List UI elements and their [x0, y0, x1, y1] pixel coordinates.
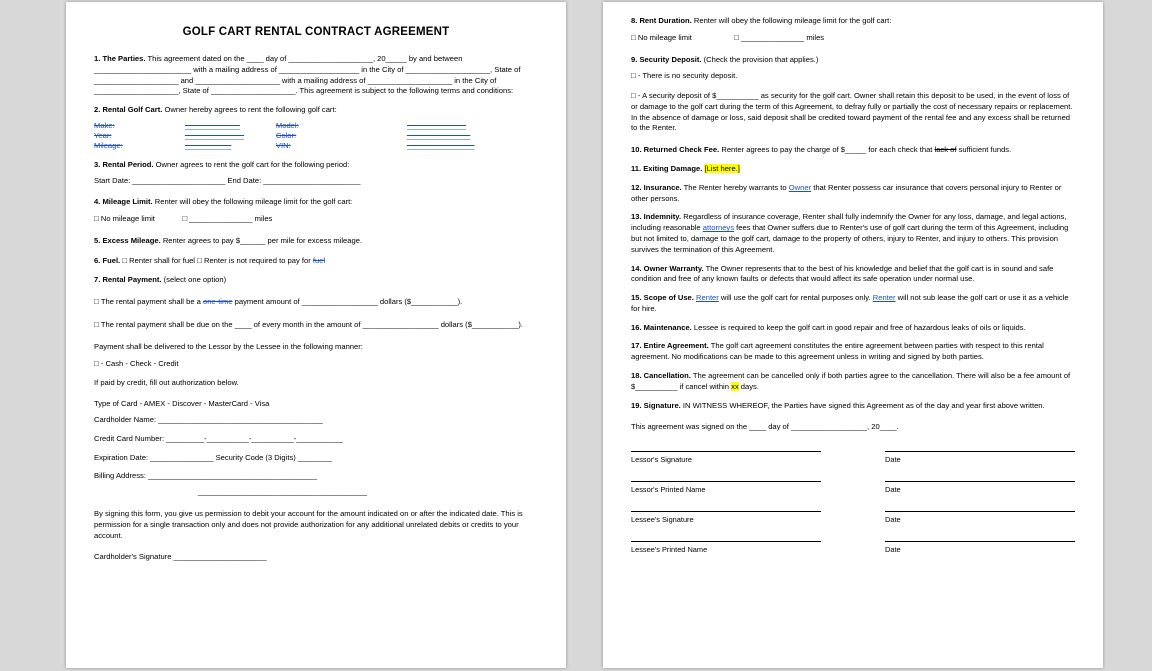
lessor-printed-name-line[interactable]	[631, 481, 821, 482]
lessor-printed-name-field[interactable]	[631, 481, 821, 494]
exiting-damage-placeholder[interactable]: [List here.]	[704, 164, 740, 174]
mileage-limit-options	[94, 213, 538, 225]
field-color-label: Color:	[275, 130, 297, 140]
section-returned-check-fee	[631, 145, 1075, 156]
checkbox-no-security-deposit[interactable]	[631, 71, 638, 80]
section-exiting-damage	[631, 164, 1075, 175]
payment-onetime-post: payment amount of __________________ dollars ($___________).	[232, 297, 463, 307]
lessor-signature-date-line[interactable]	[885, 451, 1075, 452]
lessee-signature-date-line[interactable]	[885, 511, 1075, 512]
checkbox-payment-onetime[interactable]	[94, 297, 101, 306]
section-parties-label: 1. The Parties.	[94, 54, 146, 63]
section-parties-text: This agreement dated on the ____ day of ____________________, 20_____ by and between _______________________ with a mailing address of ___________________ in the City of ____________________, State of ____________________ and ____________________ with a mailing address of ____________________ in the City of ____________________, State of ____________________. This agreement is subject to the following terms and conditions:	[94, 54, 521, 96]
section-excess-mileage	[94, 236, 538, 247]
lessor-signature-field[interactable]	[631, 451, 821, 464]
signature-row-lessor-printed	[631, 481, 1075, 494]
payment-methods	[94, 358, 538, 370]
field-year-line[interactable]: ______________	[184, 130, 245, 140]
payment-onetime-strike: one-time	[203, 297, 233, 307]
section-owner-warranty-label: 14. Owner Warranty.	[631, 263, 704, 273]
security-deposit-option2-label: - A security deposit of $__________ as security for the golf cart. Owner shall retain this deposit to be used, in the event of loss of or damage to the golf cart during the term of this Agreement, to defray fully or partially the cost of necessary repairs or replacement. In the absence of damage or loss, said deposit shall be credited toward payment of the rental fee and any excess shall be returned to the Renter.	[631, 91, 1073, 133]
section-rental-golf-cart-label: 2. Rental Golf Cart.	[94, 105, 163, 115]
maintenance-text: Lessee is required to keep the golf cart in good repair and free of hazardous leaks of oils or liquids.	[691, 322, 1026, 332]
cardholder-signature-field[interactable]: Cardholder's Signature ______________________	[94, 552, 267, 562]
field-row-year	[94, 131, 538, 140]
field-color-line[interactable]: _______________	[406, 130, 471, 140]
lessor-signature-date-label: Date	[885, 455, 901, 465]
billing-address-line2[interactable]: ________________________________________	[198, 487, 367, 497]
field-mileage-label: Mileage:	[94, 140, 123, 150]
payment-monthly-label: The rental payment shall be due on the ____ of every month in the amount of __________________ dollars ($___________).	[100, 320, 524, 330]
scope-of-use-word-2: Renter	[872, 293, 896, 303]
lessor-signature-line[interactable]	[631, 451, 821, 452]
section-mileage-limit-text: Renter will obey the following mileage limit for the golf cart:	[152, 197, 353, 207]
cancellation-text-a: The agreement can be cancelled only if both parties agree to the cancellation. There will also be a fee amount of $__________ if cancel within	[631, 370, 1071, 391]
section-rental-payment-label: 7. Rental Payment.	[94, 274, 162, 284]
payment-delivery-text: Payment shall be delivered to the Lessor by the Lessee in the following manner:	[94, 341, 363, 351]
field-vin-line[interactable]: ________________	[406, 140, 475, 150]
section-rent-duration-text: Renter will obey the following mileage limit for the golf cart:	[691, 16, 892, 25]
section-excess-mileage-text: Renter agrees to pay $______ per mile for excess mileage.	[160, 236, 363, 246]
section-scope-of-use-label: 15. Scope of Use.	[631, 293, 694, 303]
owner-warranty-text: The Owner represents that to the best of his knowledge and belief that the golf cart is in sound and safe condition and free of any known faults or defects that would affect its safe operation under normal use.	[631, 263, 1054, 284]
section-cancellation-label: 18. Cancellation.	[631, 370, 691, 380]
lessee-printed-name-field[interactable]	[631, 541, 821, 554]
section-rent-duration	[631, 16, 1075, 27]
indemnity-text-b: fees that Owner suffers due to Renter's use of golf cart during the term of this Agreement, including but not limited to, damage to the golf cart, damage to the property of others, injury to Renter, and injury to others. This provision survives the termination of this Agreement.	[631, 223, 1069, 254]
signed-on-line[interactable]: This agreement was signed on the ____ day of __________________, 20____.	[631, 422, 899, 432]
scope-of-use-word-1: Renter	[696, 293, 719, 303]
cancellation-text-b: days.	[738, 381, 759, 391]
returned-check-fee-text-b: sufficient funds.	[956, 145, 1012, 155]
checkbox-no-mileage-limit[interactable]	[94, 214, 101, 223]
section-security-deposit-label: 9. Security Deposit.	[631, 54, 702, 64]
lessor-signature-label: Lessor's Signature	[631, 455, 692, 465]
returned-check-fee-text-a: Renter agrees to pay the charge of $_____ for each check that	[719, 145, 935, 155]
section-rental-payment	[94, 275, 538, 286]
lessee-signature-date-field[interactable]	[885, 511, 1075, 524]
section-maintenance	[631, 323, 1075, 334]
section-insurance-label: 12. Insurance.	[631, 182, 682, 192]
field-year-label: Year:	[94, 130, 112, 140]
document-page-2	[603, 2, 1103, 668]
section-mileage-limit-label: 4. Mileage Limit.	[94, 197, 153, 207]
indemnity-text-a: Regardless of insurance coverage, Renter shall fully indemnify the Owner for any loss, damage, and legal actions, including reasonable	[631, 212, 1067, 233]
rental-payment-option-monthly	[94, 319, 538, 331]
mileage-limit-option2-label[interactable]: _______________ miles	[189, 214, 273, 224]
signature-row-lessee-printed	[631, 541, 1075, 554]
security-deposit-option1-label: - There is no security deposit.	[637, 71, 738, 81]
section-rental-golf-cart-text: Owner hereby agrees to rent the following golf cart:	[162, 105, 337, 115]
mileage-limit-option1-label: No mileage limit	[100, 214, 155, 224]
section-fuel	[94, 255, 538, 267]
section-rental-period	[94, 160, 538, 171]
section-parties	[94, 54, 538, 97]
fuel-strikethrough-word: fuel	[312, 255, 326, 265]
field-make-line[interactable]: _____________	[184, 120, 240, 130]
checkbox-payment-monthly[interactable]	[94, 320, 101, 329]
payment-methods-label: - Cash - Check - Credit	[100, 358, 179, 368]
consent-text: By signing this form, you give us permission to debit your account for the amount indicated on or after the indicated date. This is permission for a single transaction only and does not provide authorization for any additional unrelated debits or credits to your account.	[94, 508, 523, 540]
lessee-printed-date-line[interactable]	[885, 541, 1075, 542]
signature-block	[631, 451, 1075, 554]
scope-of-use-text-a: will use the golf cart for rental purposes only.	[718, 293, 873, 303]
credit-authorization-note: If paid by credit, fill out authorization below.	[94, 377, 239, 387]
section-exiting-damage-label: 11. Exiting Damage.	[631, 164, 703, 174]
fuel-option2-label: Renter is not required to pay for	[203, 255, 311, 265]
rental-payment-option-onetime	[94, 296, 538, 308]
rental-period-dates[interactable]: Start Date: ______________________ End Date: _______________________	[94, 175, 361, 185]
billing-address-field[interactable]: Billing Address: ________________________________________	[94, 471, 317, 481]
section-excess-mileage-label: 5. Excess Mileage.	[94, 236, 161, 246]
section-security-deposit-text: (Check the provision that applies.)	[701, 54, 819, 64]
checkbox-renter-not-pay-fuel[interactable]	[197, 256, 204, 265]
duration-option1-label: No mileage limit	[637, 32, 692, 42]
section-fuel-label: 6. Fuel.	[94, 255, 121, 265]
card-type-label: Type of Card - AMEX - Discover - MasterCard - Visa	[94, 399, 270, 409]
section-mileage-limit	[94, 197, 538, 208]
section-maintenance-label: 16. Maintenance.	[631, 322, 692, 332]
security-deposit-option-none	[631, 70, 1075, 82]
payment-onetime-pre: The rental payment shall be a	[100, 297, 203, 307]
lessee-printed-name-line[interactable]	[631, 541, 821, 542]
checkbox-payment-cash[interactable]	[94, 359, 101, 368]
lessor-printed-name-label: Lessor's Printed Name	[631, 485, 706, 495]
card-type-row	[94, 399, 538, 410]
duration-option2-label[interactable]: _______________ miles	[740, 32, 825, 42]
lessee-printed-date-field[interactable]	[885, 541, 1075, 554]
section-indemnity	[631, 212, 1075, 255]
scope-of-use-text-b: will not sub lease the golf cart or use it as a vehicle for hire.	[631, 293, 1069, 313]
section-indemnity-label: 13. Indemnity.	[631, 212, 682, 222]
expiration-security-field[interactable]: Expiration Date: _______________ Security Code (3 Digits) ________	[94, 452, 332, 462]
section-signature	[631, 401, 1075, 412]
page-title: GOLF CART RENTAL CONTRACT AGREEMENT	[182, 26, 450, 38]
fuel-option1-label: Renter shall for fuel	[129, 255, 195, 265]
section-signature-label: 19. Signature.	[631, 400, 681, 410]
lessee-signature-label: Lessee's Signature	[631, 515, 694, 525]
field-mileage-line[interactable]: ___________	[184, 140, 232, 150]
section-rental-golf-cart	[94, 105, 538, 116]
lessee-signature-field[interactable]	[631, 511, 821, 524]
field-model-label: Model:	[275, 120, 299, 130]
indemnity-underlined-word: attorneys	[702, 223, 735, 233]
section-rental-period-label: 3. Rental Period.	[94, 159, 154, 169]
credit-card-number-field[interactable]: Credit Card Number: _________-__________-__________-___________	[94, 433, 343, 443]
signature-row-lessor	[631, 451, 1075, 464]
section-entire-agreement-label: 17. Entire Agreement.	[631, 341, 709, 351]
cancellation-days-placeholder[interactable]: xx	[731, 381, 739, 391]
insurance-text-b: that Renter possess car insurance that covers personal injury to Renter or other persons.	[631, 182, 1062, 203]
field-make-label: Make:	[94, 120, 115, 130]
checkbox-duration-limit-value[interactable]	[734, 33, 741, 42]
checkbox-security-deposit-amount[interactable]	[631, 91, 638, 100]
field-row-mileage	[94, 141, 538, 150]
lessor-signature-date-field[interactable]	[885, 451, 1075, 464]
section-security-deposit	[631, 55, 1075, 66]
cardholder-name-field[interactable]: Cardholder Name: _______________________________________	[94, 415, 323, 425]
section-owner-warranty	[631, 264, 1075, 286]
signature-text: IN WITNESS WHEREOF, the Parties have signed this Agreement as of the day and year first above written.	[680, 400, 1045, 410]
section-rental-payment-text: (select one option)	[161, 274, 227, 284]
lessor-printed-date-field[interactable]	[885, 481, 1075, 494]
lessee-printed-date-label: Date	[885, 545, 901, 555]
section-cancellation	[631, 371, 1075, 393]
section-rental-period-text: Owner agrees to rent the golf cart for the following period:	[153, 159, 350, 169]
rent-duration-options	[631, 32, 1075, 44]
lessee-signature-date-label: Date	[885, 515, 901, 525]
section-insurance	[631, 183, 1075, 205]
section-entire-agreement	[631, 341, 1075, 363]
checkbox-duration-no-limit[interactable]	[631, 33, 638, 42]
returned-check-fee-strike: lack of	[934, 145, 957, 155]
entire-agreement-text: The golf cart agreement constitutes the entire agreement between parties with respect to this rental agreement. No modifications can be made to this agreement unless in writing and signed by both parties.	[631, 341, 1044, 362]
field-model-line[interactable]: ______________	[406, 120, 467, 130]
document-page-1	[66, 2, 566, 668]
signature-row-lessee	[631, 511, 1075, 524]
lessee-printed-name-label: Lessee's Printed Name	[631, 545, 708, 555]
lessor-printed-date-label: Date	[885, 485, 901, 495]
lessee-signature-line[interactable]	[631, 511, 821, 512]
field-row-make	[94, 121, 538, 130]
section-rent-duration-label: 8. Rent Duration.	[631, 16, 692, 25]
section-scope-of-use	[631, 293, 1075, 315]
section-returned-check-fee-label: 10. Returned Check Fee.	[631, 145, 720, 155]
field-vin-label: VIN:	[275, 140, 291, 150]
golf-cart-fields	[94, 121, 538, 150]
insurance-underlined-word: Owner	[788, 182, 812, 192]
insurance-text-a: The Renter hereby warrants to	[681, 182, 789, 192]
lessor-printed-date-line[interactable]	[885, 481, 1075, 482]
security-deposit-option-amount	[631, 90, 1075, 134]
